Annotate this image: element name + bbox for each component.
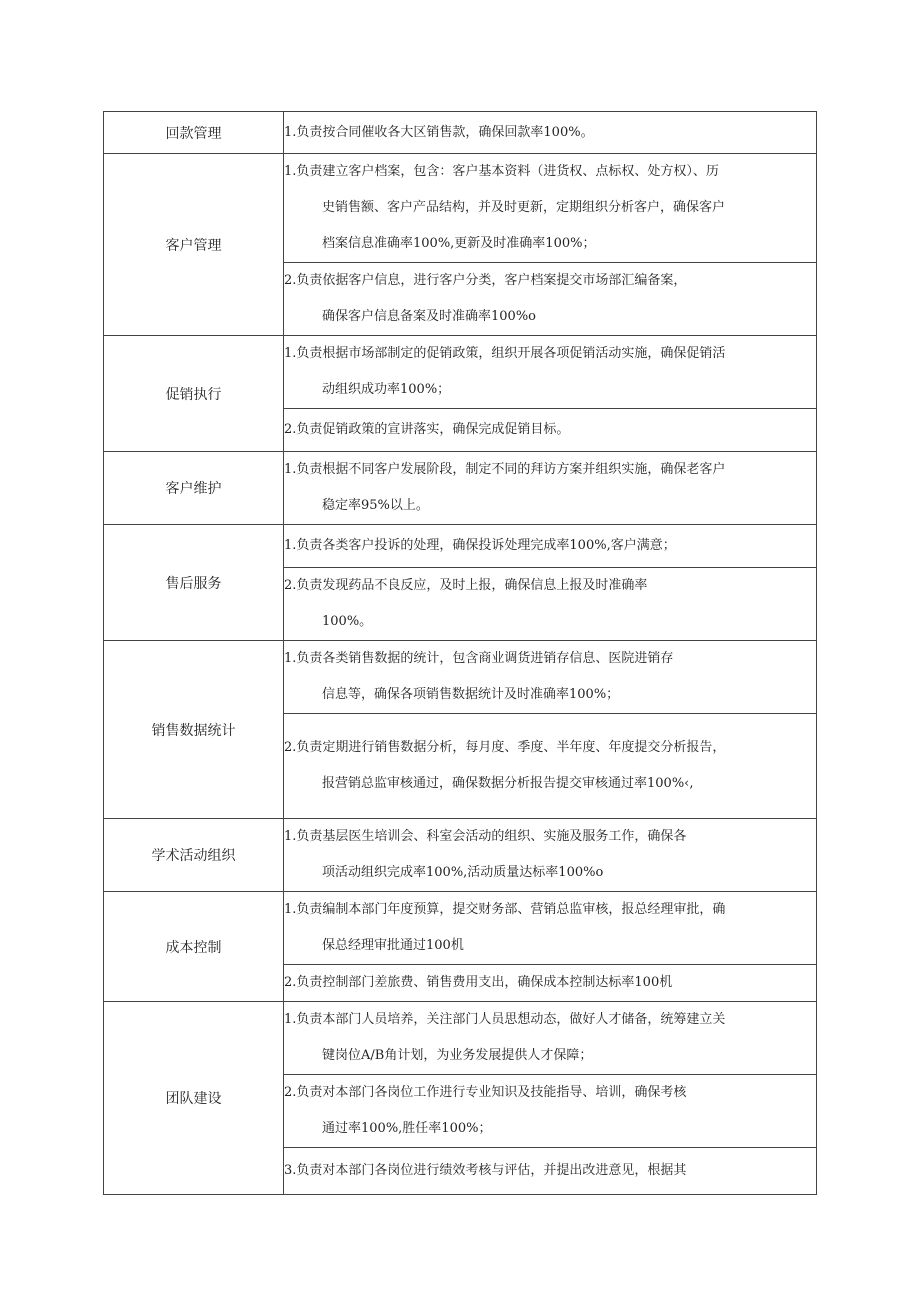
category-cell: 售后服务 [104, 525, 284, 641]
table-row [104, 641, 817, 714]
table-row [104, 336, 817, 409]
table-row [104, 452, 817, 525]
table-row [104, 525, 817, 568]
duty-item-cell [284, 336, 817, 409]
duty-item-cell [284, 892, 817, 965]
duty-item-cell [284, 112, 817, 154]
duty-item-cell [284, 568, 817, 641]
duty-text-line: 2.负责依据客户信息，进行客户分类，客户档案提交市场部汇编备案， [284, 273, 687, 288]
duty-text-line: 稳定率95%以上。 [322, 498, 429, 513]
duty-text-line: 史销售额、客户产品结构，并及时更新，定期组织分析客户，确保客户 [322, 200, 726, 215]
duty-item-cell [284, 525, 817, 568]
duty-text-line: 1.负责各类销售数据的统计，包含商业调货进销存信息、医院进销存 [284, 651, 674, 666]
duty-text-line: 2.负责对本部门各岗位工作进行专业知识及技能指导、培训，确保考核 [284, 1085, 687, 1100]
duty-text-line: 1.负责根据不同客户发展阶段，制定不同的拜访方案并组织实施，确保老客户 [284, 462, 726, 477]
duty-text-line: 2.负责定期进行销售数据分析，每月度、季度、半年度、年度提交分析报告， [284, 740, 726, 755]
duty-text-line: 1.负责按合同催收各大区销售款，确保回款率100%。 [284, 124, 594, 140]
duty-text-line: 通过率100%,胜任率100%； [322, 1121, 492, 1136]
category-cell: 成本控制 [104, 892, 284, 1002]
duty-text-line: 3.负责对本部门各岗位进行绩效考核与评估，并提出改进意见，根据其 [284, 1163, 687, 1178]
table-row [104, 892, 817, 965]
category-cell: 客户管理 [104, 154, 284, 336]
duty-text-line: 100%。 [322, 614, 373, 629]
duty-text-line: 动组织成功率100%； [322, 382, 451, 397]
category-cell: 学术活动组织 [104, 819, 284, 892]
duty-item-cell [284, 819, 817, 892]
duty-text-line: 1.负责基层医生培训会、科室会活动的组织、实施及服务工作，确保各 [284, 829, 687, 844]
duty-item-cell [284, 452, 817, 525]
duty-item-cell [284, 965, 817, 1002]
duty-text-line: 报营销总监审核通过，确保数据分析报告提交审核通过率100%‹, [322, 776, 694, 791]
duty-text-line: 项活动组织完成率100%,活动质量达标率100%o [322, 865, 604, 880]
category-cell: 销售数据统计 [104, 641, 284, 819]
table-row [104, 112, 817, 154]
duty-item-cell [284, 1075, 817, 1148]
duty-text-line: 2.负责发现药品不良反应，及时上报，确保信息上报及时准确率 [284, 578, 648, 593]
duty-text-line: 2.负责控制部门差旅费、销售费用支出，确保成本控制达标率100机 [284, 975, 673, 990]
duty-text-line: 确保客户信息备案及时准确率100%o [322, 309, 536, 324]
duty-item-cell [284, 263, 817, 336]
category-cell: 回款管理 [104, 112, 284, 154]
duty-text-line: 1.负责本部门人员培养，关注部门人员思想动态，做好人才储备，统筹建立关 [284, 1012, 726, 1027]
duty-item-cell [284, 154, 817, 263]
duty-text-line: 档案信息准确率100%,更新及时准确率100%； [322, 236, 596, 251]
table-row [104, 154, 817, 263]
category-cell: 团队建设 [104, 1002, 284, 1195]
duty-item-cell [284, 1002, 817, 1075]
duty-text-line: 保总经理审批通过100机 [322, 938, 464, 953]
table-row [104, 819, 817, 892]
duty-item-cell [284, 641, 817, 714]
duty-text-line: 1.负责建立客户档案，包含：客户基本资料（进货权、点标权、处方权）、历 [284, 164, 719, 179]
duty-text-line: 1.负责根据市场部制定的促销政策，组织开展各项促销活动实施，确保促销活 [284, 346, 726, 361]
duty-item-cell [284, 714, 817, 819]
category-cell: 客户维护 [104, 452, 284, 525]
duty-text-line: 信息等，确保各项销售数据统计及时准确率100%； [322, 687, 620, 702]
duty-text-line: 键岗位A/B角计划，为业务发展提供人才保障； [322, 1048, 593, 1063]
duty-item-cell [284, 409, 817, 452]
table-row [104, 1002, 817, 1075]
duty-text-line: 2.负责促销政策的宣讲落实，确保完成促销目标。 [284, 422, 570, 437]
responsibility-table [103, 111, 817, 1195]
table-body [104, 112, 817, 1195]
duty-item-cell [284, 1148, 817, 1195]
duty-text-line: 1.负责各类客户投诉的处理，确保投诉处理完成率100%,客户满意； [284, 538, 676, 553]
category-cell: 促销执行 [104, 336, 284, 452]
duty-text-line: 1.负责编制本部门年度预算，提交财务部、营销总监审核，报总经理审批，确 [284, 902, 726, 917]
